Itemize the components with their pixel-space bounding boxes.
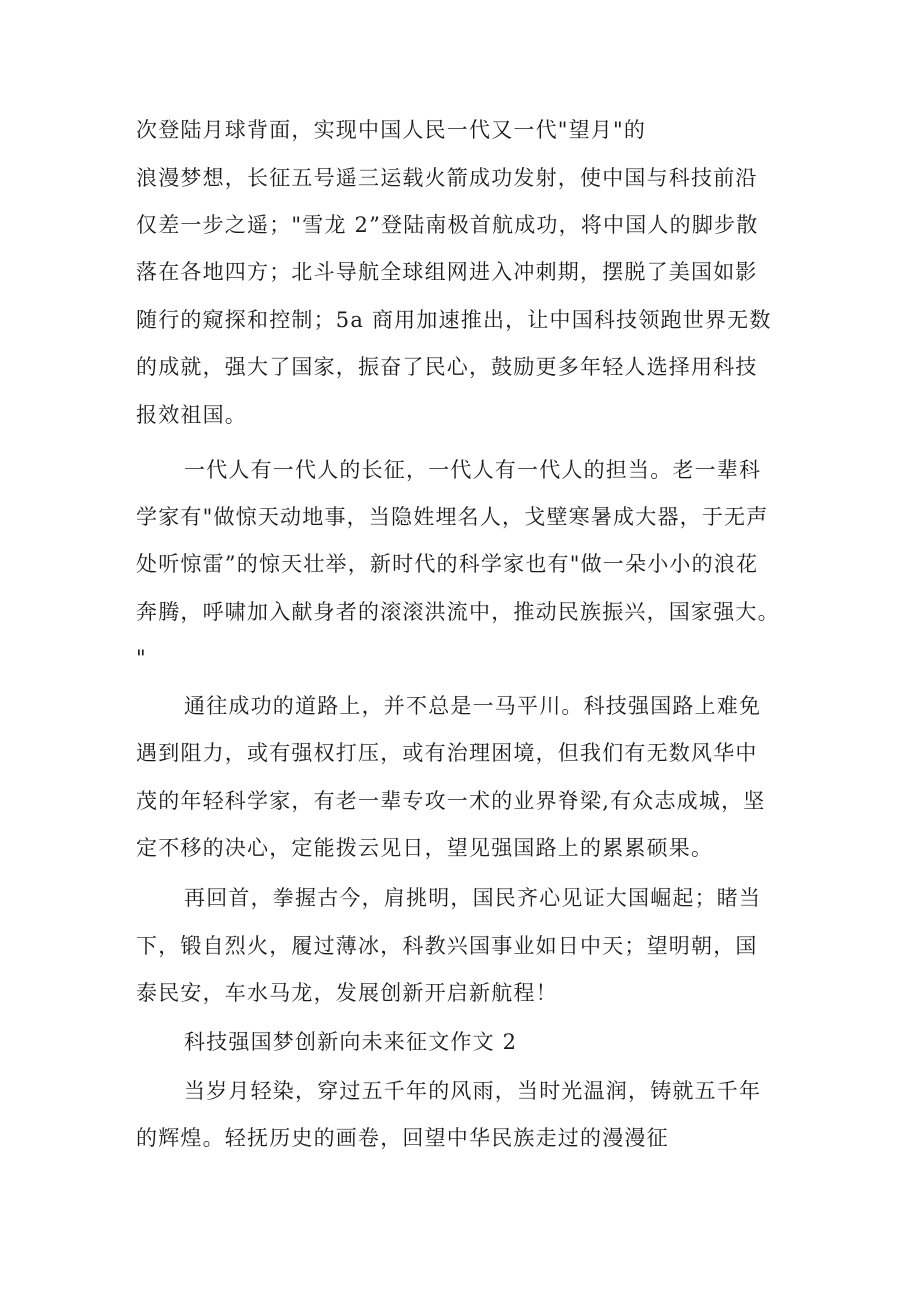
text-line: 落在各地四方；北斗导航全球组网进入冲刺期，摆脱了美国如影 xyxy=(136,260,758,284)
text-line: 奔腾，呼啸加入献身者的滚滚洪流中，推动民族振兴，国家强大。 xyxy=(136,600,780,624)
text-line: 一代人有一代人的长征，一代人有一代人的担当。老一辈科 xyxy=(184,458,762,482)
text-line: 报效祖国。 xyxy=(136,403,247,427)
text-line: 浪漫梦想，长征五号遥三运载火箭成功发射，使中国与科技前沿 xyxy=(136,166,758,190)
text-line: 定不移的决心，定能拨云见日，望见强国路上的累累硕果。 xyxy=(136,836,714,860)
text-line: 处听惊雷”的惊天壮举，新时代的科学家也有"做一朵小小的浪花 xyxy=(136,552,759,576)
text-line: 通往成功的道路上，并不总是一马平川。科技强国路上难免 xyxy=(184,694,762,718)
text-line: 当岁月轻染，穿过五千年的风雨，当时光温润，铸就五千年 xyxy=(184,1079,762,1103)
text-line: 遇到阻力，或有强权打压，或有治理困境，但我们有无数风华中 xyxy=(136,741,758,765)
text-line: " xyxy=(136,646,147,670)
text-line: 再回首，拳握古今，肩挑明，国民齐心见证大国崛起；睹当 xyxy=(184,886,762,910)
text-line: 随行的窥探和控制；5a 商用加速推出，让中国科技领跑世界无数 xyxy=(136,308,772,332)
text-line: 茂的年轻科学家，有老一辈专攻一术的业界脊梁,有众志成城，坚 xyxy=(136,789,766,813)
text-line: 泰民安，车水马龙，发展创新开启新航程！ xyxy=(136,981,558,1005)
text-line: 的成就，强大了国家，振奋了民心，鼓励更多年轻人选择用科技 xyxy=(136,355,758,379)
section-heading: 科技强国梦创新向未来征文作文 2 xyxy=(184,1030,518,1054)
text-line: 下，锻自烈火，履过薄冰，科教兴国事业如日中天；望明朝，国 xyxy=(136,934,758,958)
text-line: 次登陆月球背面，实现中国人民一代又一代"望月"的 xyxy=(136,118,647,142)
text-line: 学家有"做惊天动地事，当隐姓埋名人，戈壁寒暑成大器，于无声 xyxy=(136,505,769,529)
text-line: 的辉煌。轻抚历史的画卷，回望中华民族走过的漫漫征 xyxy=(136,1126,669,1150)
text-line: 仅差一步之遥；"雪龙 2”登陆南极首航成功，将中国人的脚步散 xyxy=(136,213,759,237)
